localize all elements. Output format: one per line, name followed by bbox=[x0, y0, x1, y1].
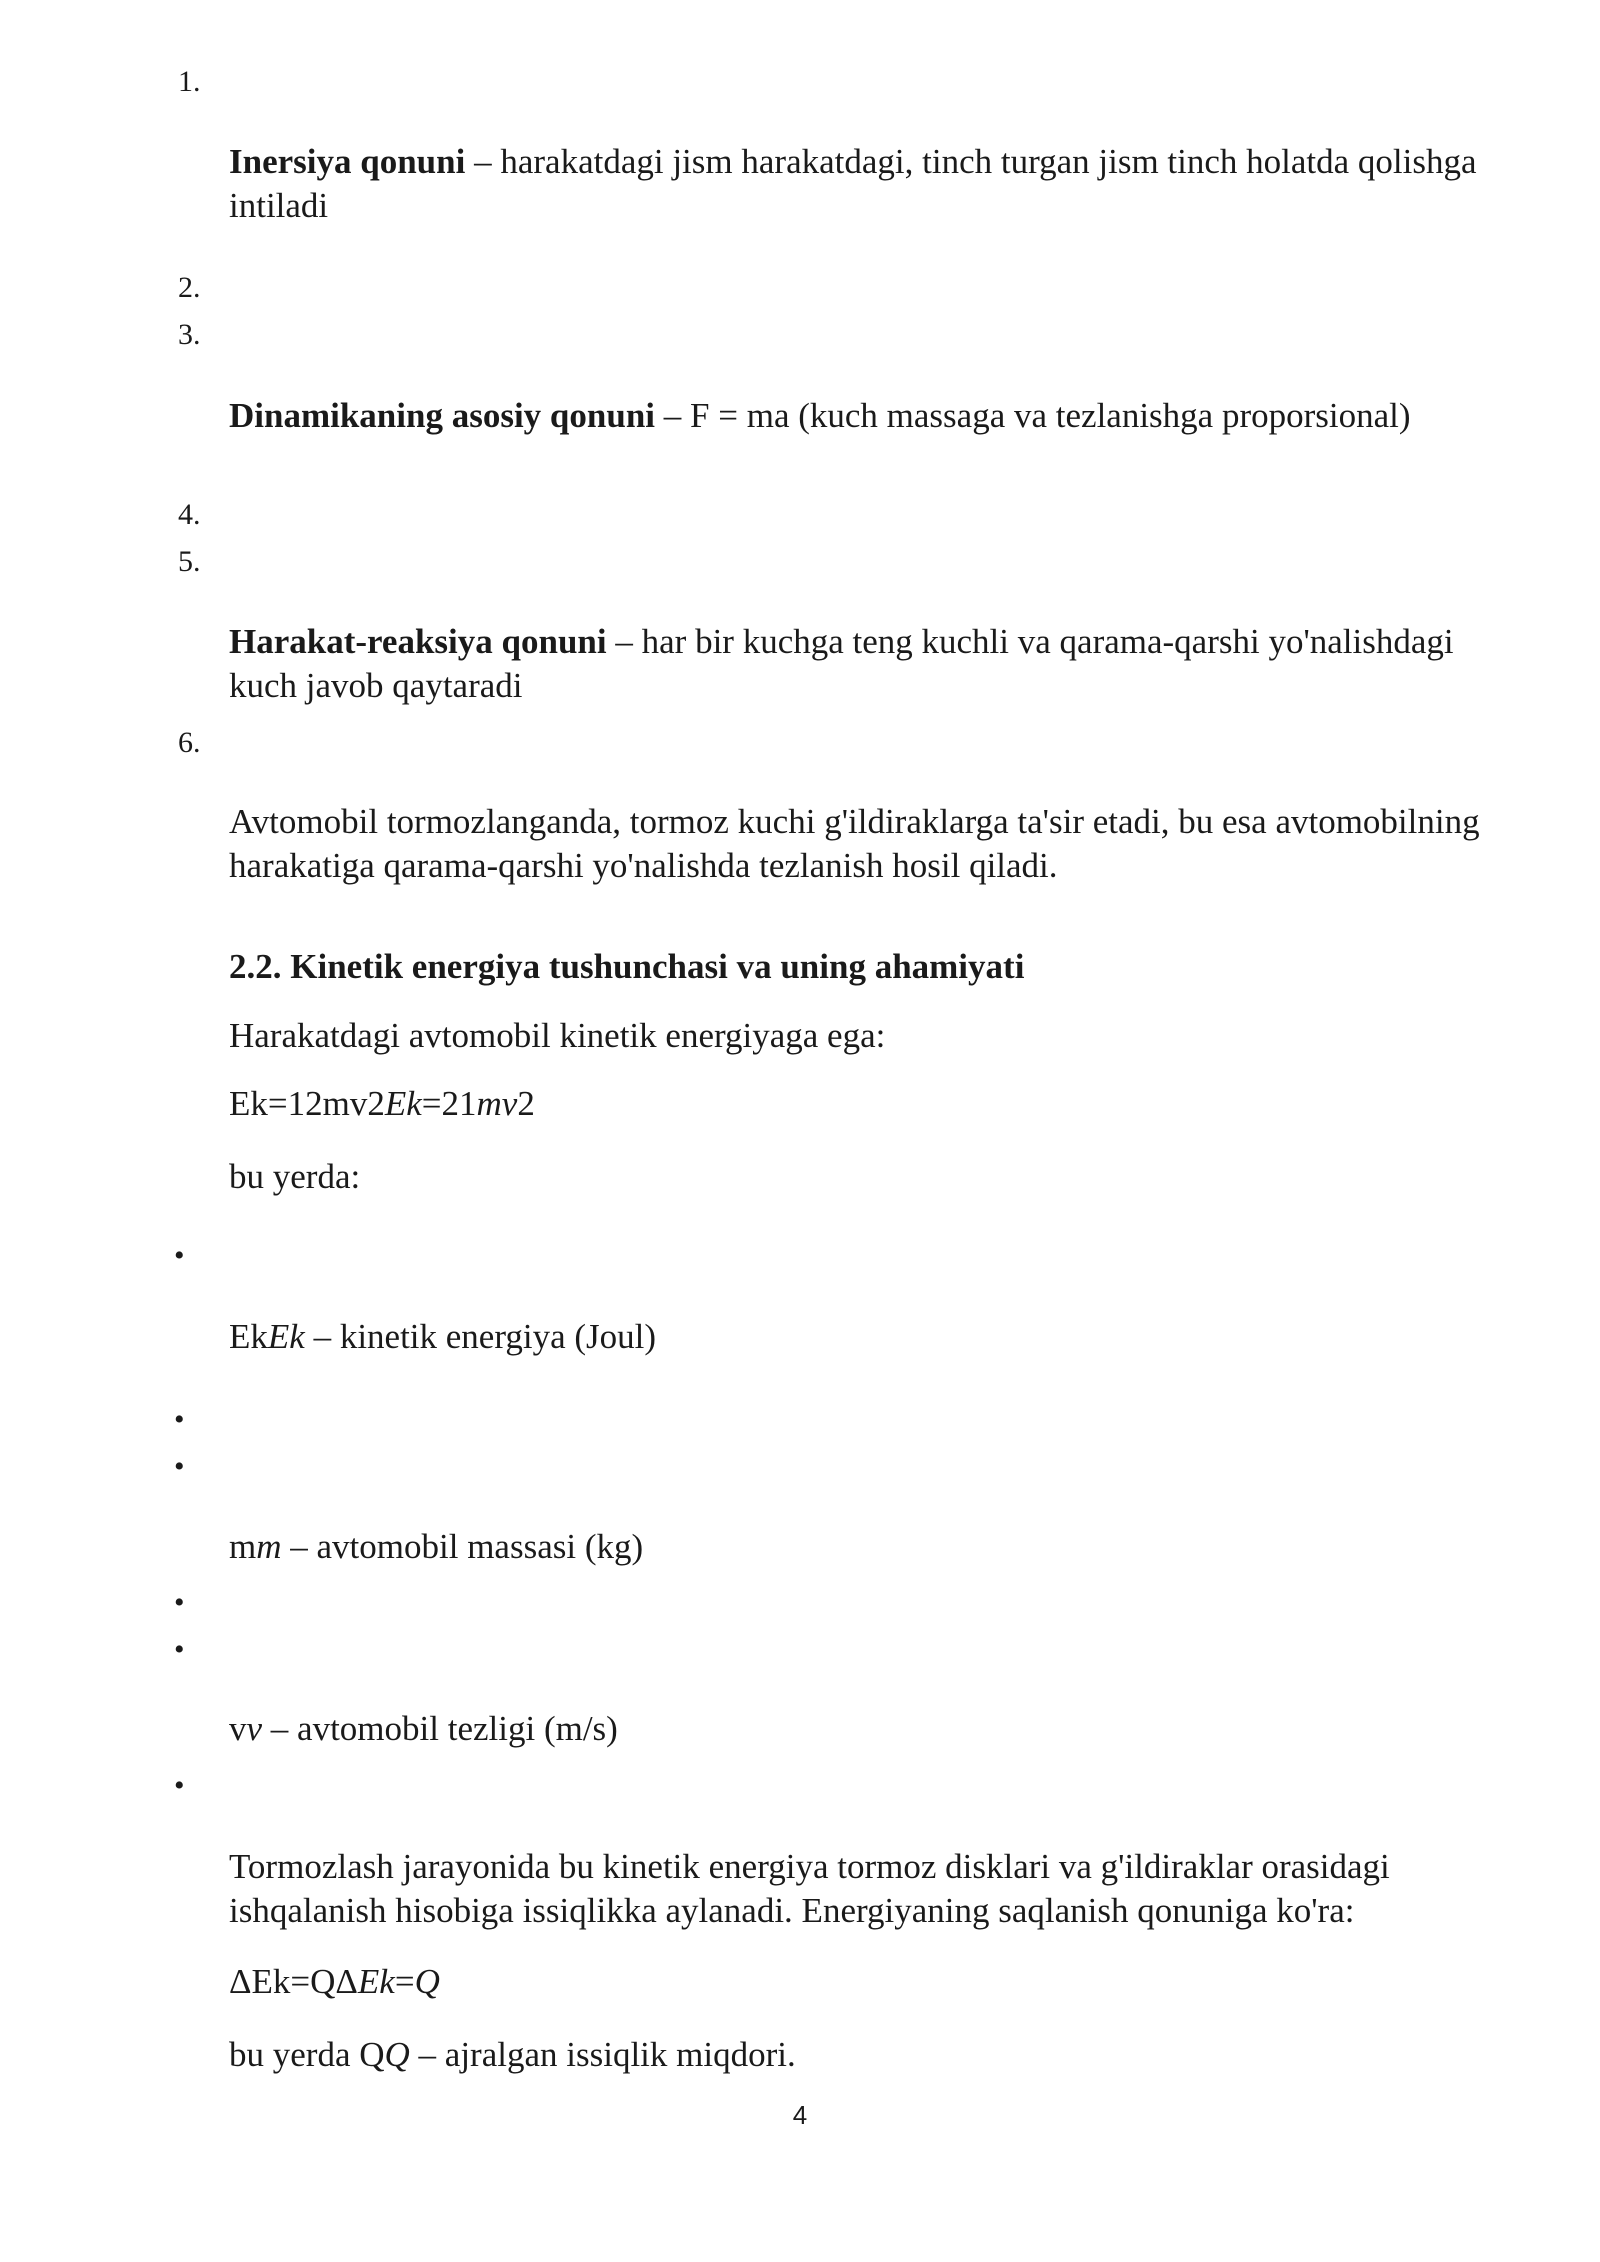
definition-velocity bbox=[229, 1707, 1529, 1751]
law-action-reaction bbox=[229, 620, 1529, 708]
list-number: 4. bbox=[178, 498, 201, 531]
definition-symbol-italic: Ek bbox=[267, 1317, 305, 1356]
section-heading: 2.2. Kinetik energiya tushunchasi va uning ahamiyati bbox=[229, 947, 1025, 986]
formula-plain: Ek=12mv2 bbox=[229, 1084, 385, 1123]
heat-note-text: – ajralgan issiqlik miqdori. bbox=[409, 2035, 796, 2074]
definition-symbol-italic: m bbox=[256, 1527, 282, 1566]
formula-plain: ΔEk=QΔ bbox=[229, 1962, 358, 2001]
definition-text: – avtomobil tezligi (m/s) bbox=[262, 1709, 618, 1748]
bullet: • bbox=[174, 1239, 185, 1272]
law-text: – harakatdagi jism harakatdagi, tinch turgan jism tinch holatda qolishga intiladi bbox=[229, 142, 1477, 225]
formula-italic: Ek bbox=[357, 1962, 395, 2001]
bullet: • bbox=[174, 1633, 185, 1666]
heat-note bbox=[229, 2033, 1529, 2077]
definition-symbol: Ek bbox=[229, 1317, 268, 1356]
formula-plain: =21 bbox=[421, 1084, 477, 1123]
formula-plain: 2 bbox=[517, 1084, 535, 1123]
definition-text: – avtomobil massasi (kg) bbox=[281, 1527, 644, 1566]
braking-paragraph: Avtomobil tormozlanganda, tormoz kuchi g'ildiraklarga ta'sir etadi, bu esa avtomobilning harakatiga qarama-qarshi yo'nalishda tezlanish hosil qiladi. bbox=[229, 802, 1480, 885]
law-inertia bbox=[229, 140, 1529, 228]
law-term: Harakat-reaksiya qonuni bbox=[229, 622, 607, 661]
formula-italic: Ek bbox=[384, 1084, 422, 1123]
formula-plain: = bbox=[394, 1962, 415, 2001]
list-number: 6. bbox=[178, 726, 201, 759]
bullet: • bbox=[174, 1403, 185, 1436]
law-dynamics bbox=[229, 394, 1529, 438]
list-number: 1. bbox=[178, 65, 201, 98]
list-number: 2. bbox=[178, 271, 201, 304]
list-number: 3. bbox=[178, 318, 201, 351]
definition-symbol: m bbox=[229, 1527, 257, 1566]
bullet: • bbox=[174, 1450, 185, 1483]
heat-paragraph: Tormozlash jarayonida bu kinetik energiya tormoz disklari va g'ildiraklar orasidagi ishqalanish hisobiga issiqlikka aylanadi. Energiyaning saqlanish qonuniga ko'ra: bbox=[229, 1847, 1390, 1930]
bullet: • bbox=[174, 1586, 185, 1619]
kinetic-intro: Harakatdagi avtomobil kinetik energiyaga ega: bbox=[229, 1016, 886, 1055]
law-term: Dinamikaning asosiy qonuni bbox=[229, 396, 656, 435]
law-text: – har bir kuchga teng kuchli va qarama-qarshi yo'nalishdagi kuch javob qaytaradi bbox=[229, 622, 1454, 705]
bullet: • bbox=[174, 1769, 185, 1802]
formula-italic: Q bbox=[414, 1962, 440, 2001]
law-term: Inersiya qonuni bbox=[229, 142, 466, 181]
heat-note-prefix: bu yerda Q bbox=[229, 2035, 385, 2074]
kinetic-energy-formula bbox=[229, 1082, 1529, 1126]
list-number: 5. bbox=[178, 545, 201, 578]
definition-text: – kinetik energiya (Joul) bbox=[304, 1317, 657, 1356]
page-number: 4 bbox=[792, 2100, 808, 2130]
definition-symbol: v bbox=[229, 1709, 247, 1748]
energy-conservation-formula bbox=[229, 1960, 1529, 2004]
heat-note-italic: Q bbox=[384, 2035, 410, 2074]
law-text: – F = ma (kuch massaga va tezlanishga proporsional) bbox=[655, 396, 1411, 435]
bu-yerda-label: bu yerda: bbox=[229, 1157, 361, 1196]
definition-mass bbox=[229, 1525, 1529, 1569]
formula-italic: mv bbox=[476, 1084, 518, 1123]
definition-kinetic-energy bbox=[229, 1315, 1529, 1359]
definition-symbol-italic: v bbox=[246, 1709, 263, 1748]
